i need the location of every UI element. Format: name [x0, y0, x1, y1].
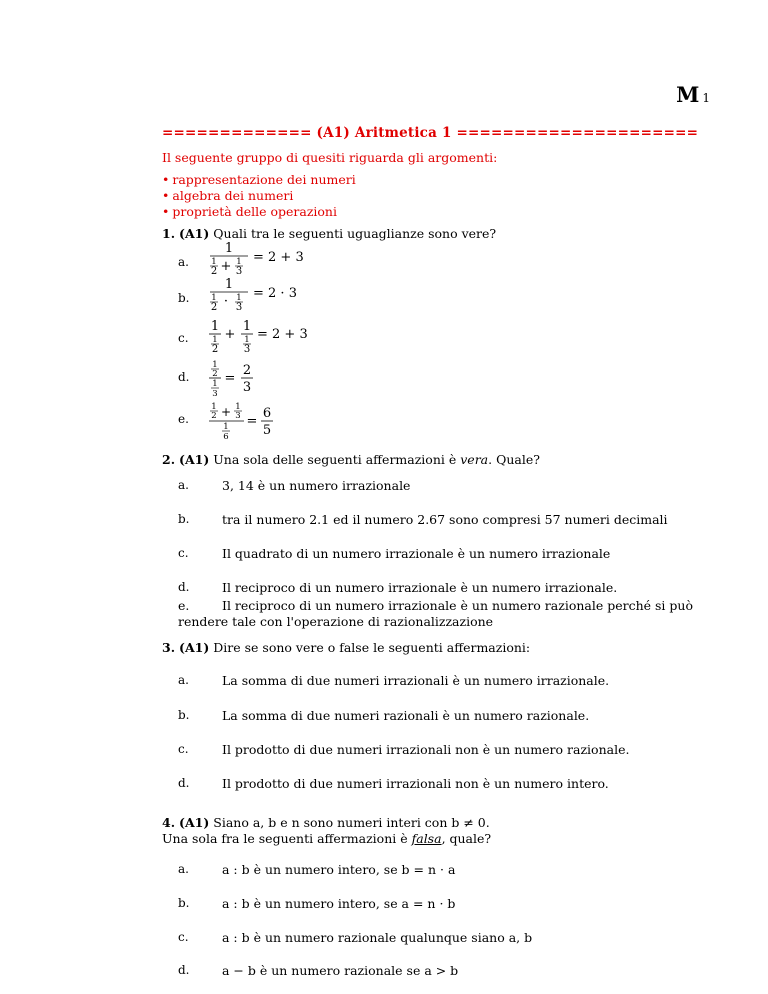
eq-e-frac-den: 2 — [211, 411, 217, 421]
page-number-digit: 1 — [702, 91, 710, 105]
question-3-heading — [162, 640, 530, 655]
page-number — [676, 82, 710, 107]
option-text: La somma di due numeri razionali è un numero razionale. — [222, 708, 590, 723]
eq-b-numerator: 1 — [224, 277, 234, 292]
eq-a-frac-num: 1 — [236, 257, 242, 267]
option-label: b. — [178, 291, 190, 305]
eq-d-frac-den: 3 — [212, 389, 218, 399]
question-number: 4. — [162, 815, 176, 830]
equation-c — [208, 318, 348, 358]
question-text: Una sola delle seguenti affermazioni è — [213, 452, 457, 467]
question-4-subline — [162, 831, 491, 846]
question-tag: (A1) — [179, 640, 210, 655]
option-label: b. — [178, 512, 190, 526]
option-label: d. — [178, 963, 190, 977]
eq-c-plus: + — [224, 327, 236, 342]
equation-b — [208, 276, 338, 316]
eq-c-frac-num: 1 — [212, 335, 218, 345]
eq-e-frac-num: 1 — [235, 402, 241, 412]
question-tag: (A1) — [179, 815, 210, 830]
option-label: d. — [178, 580, 190, 594]
option-text: Il prodotto di due numeri irrazionali non è un numero razionale. — [222, 742, 630, 757]
eq-b-dot: · — [223, 294, 229, 309]
option-text: a : b è un numero razionale qualunque siano a, b — [222, 930, 533, 945]
option-text: Il reciproco di un numero irrazionale è un numero irrazionale. — [222, 580, 618, 595]
eq-c-frac-num: 1 — [244, 335, 250, 345]
question-text: Dire se sono vere o false le seguenti affermazioni: — [213, 640, 531, 655]
eq-e-rhs-num: 6 — [262, 406, 272, 421]
eq-b-frac-num: 1 — [211, 293, 217, 303]
eq-d-rhs-den: 3 — [242, 380, 252, 395]
option-label: c. — [178, 930, 189, 944]
option-label: e. — [178, 412, 189, 426]
eq-b-frac-num: 1 — [236, 293, 242, 303]
eq-a-frac-num: 1 — [211, 257, 217, 267]
eq-b-frac-den: 3 — [235, 302, 243, 313]
section-divider: ============= (A1) Aritmetica 1 ===================== — [162, 125, 699, 141]
question-text-end: . Quale? — [488, 452, 540, 467]
option-text: a : b è un numero intero, se b = n · a — [222, 862, 456, 877]
eq-d-equals: = — [224, 371, 236, 386]
option-label: c. — [178, 742, 189, 756]
eq-e-frac-num: 1 — [211, 402, 217, 412]
eq-c-numerator: 1 — [210, 319, 220, 334]
eq-e-frac-num: 1 — [223, 422, 229, 432]
eq-a-frac-den: 2 — [210, 266, 218, 277]
question-emphasis: falsa — [411, 831, 442, 846]
page-letter: M — [676, 82, 700, 107]
option-label: e. — [178, 598, 190, 613]
eq-a-frac-den: 3 — [235, 266, 243, 277]
option-label: b. — [178, 708, 190, 722]
option-label: b. — [178, 896, 190, 910]
question-tag: (A1) — [179, 226, 210, 241]
question-1-heading — [162, 226, 496, 241]
option-label: a. — [178, 673, 189, 687]
question-text: Una sola fra le seguenti affermazioni è — [162, 831, 408, 846]
question-text: Siano a, b e n sono numeri interi con b ≠ 0. — [213, 815, 490, 830]
eq-d-frac-num: 1 — [212, 379, 218, 389]
question-4-heading — [162, 815, 490, 830]
option-label: d. — [178, 370, 190, 384]
eq-a-plus: + — [220, 259, 232, 274]
option-label: a. — [178, 478, 189, 492]
option-text: a − b è un numero razionale se a > b — [222, 963, 459, 978]
option-label: c. — [178, 546, 189, 560]
question-emphasis: vera — [460, 452, 489, 467]
eq-e-equals: = — [246, 414, 258, 429]
eq-c-rhs: = 2 + 3 — [257, 327, 308, 342]
eq-d-frac-den: 2 — [212, 369, 218, 379]
eq-a-numerator: 1 — [224, 241, 234, 256]
eq-c-numerator: 1 — [242, 319, 252, 334]
option-label: a. — [178, 862, 189, 876]
topic-item: • proprietà delle operazioni — [162, 204, 356, 220]
section-intro: Il seguente gruppo di quesiti riguarda gli argomenti: — [162, 150, 498, 165]
question-number: 2. — [162, 452, 176, 467]
eq-d-frac-num: 1 — [212, 360, 218, 370]
question-text-end: , quale? — [441, 831, 492, 846]
eq-c-frac-den: 3 — [243, 344, 251, 355]
option-label: a. — [178, 255, 189, 269]
eq-a-rhs: = 2 + 3 — [253, 250, 304, 265]
eq-e-frac-den: 6 — [223, 432, 229, 442]
question-number: 1. — [162, 226, 176, 241]
question-2-heading — [162, 452, 540, 467]
option-text: Il quadrato di un numero irrazionale è un numero irrazionale — [222, 546, 611, 561]
eq-e-frac-den: 3 — [235, 411, 241, 421]
eq-b-frac-den: 2 — [210, 302, 218, 313]
topic-list — [162, 172, 356, 220]
question-number: 3. — [162, 640, 176, 655]
eq-e-rhs-den: 5 — [262, 423, 272, 438]
option-text: tra il numero 2.1 ed il numero 2.67 sono compresi 57 numeri decimali — [222, 512, 668, 527]
equation-e — [208, 400, 298, 444]
eq-d-rhs-num: 2 — [242, 363, 252, 378]
eq-b-rhs: = 2 · 3 — [253, 286, 297, 301]
eq-e-plus: + — [220, 405, 232, 419]
topic-item: • rappresentazione dei numeri — [162, 172, 356, 188]
equation-a — [208, 240, 338, 280]
option-text: 3, 14 è un numero irrazionale — [222, 478, 411, 493]
eq-c-frac-den: 2 — [211, 344, 219, 355]
question-text: Quali tra le seguenti uguaglianze sono vere? — [213, 226, 497, 241]
question-tag: (A1) — [179, 452, 210, 467]
option-text: a : b è un numero intero, se a = n · b — [222, 896, 456, 911]
equation-d — [208, 358, 288, 402]
option-text: Il reciproco di un numero irrazionale è un numero razionale perché si può rendere tale con l'operazione di razionalizzazione — [178, 598, 693, 629]
option-label: d. — [178, 776, 190, 790]
option-label: c. — [178, 331, 189, 345]
option-text: Il prodotto di due numeri irrazionali non è un numero intero. — [222, 776, 609, 791]
topic-item: • algebra dei numeri — [162, 188, 356, 204]
option-e-block — [178, 598, 718, 630]
option-text: La somma di due numeri irrazionali è un numero irrazionale. — [222, 673, 610, 688]
